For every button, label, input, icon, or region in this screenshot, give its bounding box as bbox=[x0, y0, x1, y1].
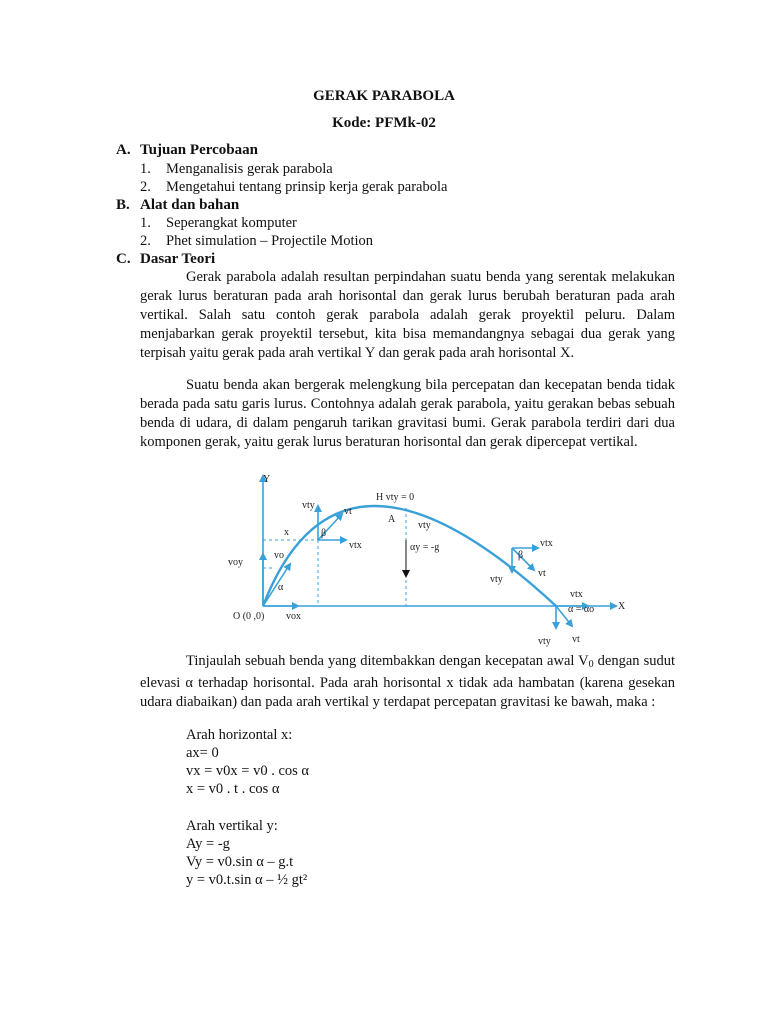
list-item: 1. Seperangkat komputer bbox=[140, 215, 297, 231]
vo-vector bbox=[263, 564, 290, 606]
label-vty-top: vty bbox=[302, 500, 315, 511]
section-a-title: Tujuan Percobaan bbox=[140, 142, 258, 158]
label-vtx-2: vtx bbox=[540, 538, 553, 549]
label-h: H vty = 0 bbox=[376, 492, 415, 503]
label-vty-3: vty bbox=[538, 636, 551, 647]
paragraph-2: Suatu benda akan bergerak melengkung bila percepatan dan kecepatan benda tidak berada pada satu garis lurus. Contohnya adalah gerak parabola, yaitu gerakan bebas sebuah benda di udara, di dalam pengaruh tarikan gravitasi bumi. Gerak parabola terdiri dari dua komponen gerak, yaitu gerak lurus beraturan horisontal dan gerak dipercepat vertikal. bbox=[140, 377, 675, 450]
projectile-diagram bbox=[228, 468, 648, 648]
section-a-heading bbox=[116, 142, 258, 159]
label-vt-2: vt bbox=[538, 568, 546, 579]
label-vtx-1: vtx bbox=[349, 540, 362, 551]
section-b-letter: B. bbox=[116, 197, 130, 213]
section-b-heading bbox=[116, 197, 239, 214]
section-b-title: Alat dan bahan bbox=[140, 197, 240, 213]
section-c-letter: C. bbox=[116, 251, 131, 267]
paragraph-1: Gerak parabola adalah resultan perpindahan suatu benda yang serentak melakukan gerak lurus beraturan pada arah horisontal dan gerak lurus berubah beraturan pada arah vertikal. Salah satu contoh gerak parabola adalah gerak proyektil peluru. Dalam menjabarkan gerak proyektil tersebut, kita bisa memandangnya sebagai dua gerak yang terpisah yaitu gerak pada arah vertikal Y dan gerak pada arah horisontal X. bbox=[140, 269, 675, 361]
label-x: X bbox=[618, 601, 626, 612]
label-origin: O (0 ,0) bbox=[233, 611, 265, 622]
formula-vx: vx = v0x = v0 . cos α bbox=[186, 763, 310, 779]
formula-x: x = v0 . t . cos α bbox=[186, 781, 280, 797]
formula-ay: Ay = -g bbox=[186, 836, 230, 852]
section-c-title: Dasar Teori bbox=[140, 251, 216, 267]
formula-y: y = v0.t.sin α – ½ gt² bbox=[186, 872, 308, 888]
list-item: 2. Mengetahui tentang prinsip kerja gerak parabola bbox=[140, 179, 448, 195]
label-vo: vo bbox=[274, 550, 284, 561]
list-item: 1. Menganalisis gerak parabola bbox=[140, 161, 333, 177]
label-x-small: x bbox=[284, 527, 289, 538]
label-vox: vox bbox=[286, 611, 301, 622]
label-y: Y bbox=[263, 474, 271, 485]
label-a: A bbox=[388, 514, 396, 525]
formula-ax: ax= 0 bbox=[186, 745, 219, 761]
label-vt-3: vt bbox=[572, 634, 580, 645]
vertical-heading: Arah vertikal y: bbox=[186, 818, 278, 834]
section-c-heading bbox=[116, 251, 215, 268]
label-vty-2: vty bbox=[490, 574, 503, 585]
formula-vy: Vy = v0.sin α – g.t bbox=[186, 854, 294, 870]
label-vty-peak: vty bbox=[418, 520, 431, 531]
label-voy: voy bbox=[228, 557, 243, 568]
document-title: GERAK PARABOLA bbox=[313, 88, 455, 104]
label-beta-1: β bbox=[321, 528, 327, 539]
label-alpha-o: α = αo bbox=[568, 604, 595, 615]
label-alpha: α bbox=[278, 582, 284, 593]
document-code: Kode: PFMk-02 bbox=[332, 115, 436, 131]
horizontal-heading: Arah horizontal x: bbox=[186, 727, 293, 743]
section-a-letter: A. bbox=[116, 142, 131, 158]
paragraph-3: Tinjaulah sebuah benda yang ditembakkan dengan kecepatan awal $V_0$ dengan sudut elevasi α terhadap horisontal. Pada arah horisontal x tidak ada hambatan (karena gesekan udara diabaikan) dan pada arah vertikal y terdapat percepatan gravitasi ke bawah, maka : bbox=[140, 653, 676, 710]
list-item: 2. Phet simulation – Projectile Motion bbox=[140, 233, 374, 249]
label-beta-2: β bbox=[518, 550, 524, 561]
label-ay: αy = -g bbox=[410, 542, 440, 553]
label-vtx-3: vtx bbox=[570, 589, 583, 600]
label-vt-top: vt bbox=[344, 506, 352, 517]
